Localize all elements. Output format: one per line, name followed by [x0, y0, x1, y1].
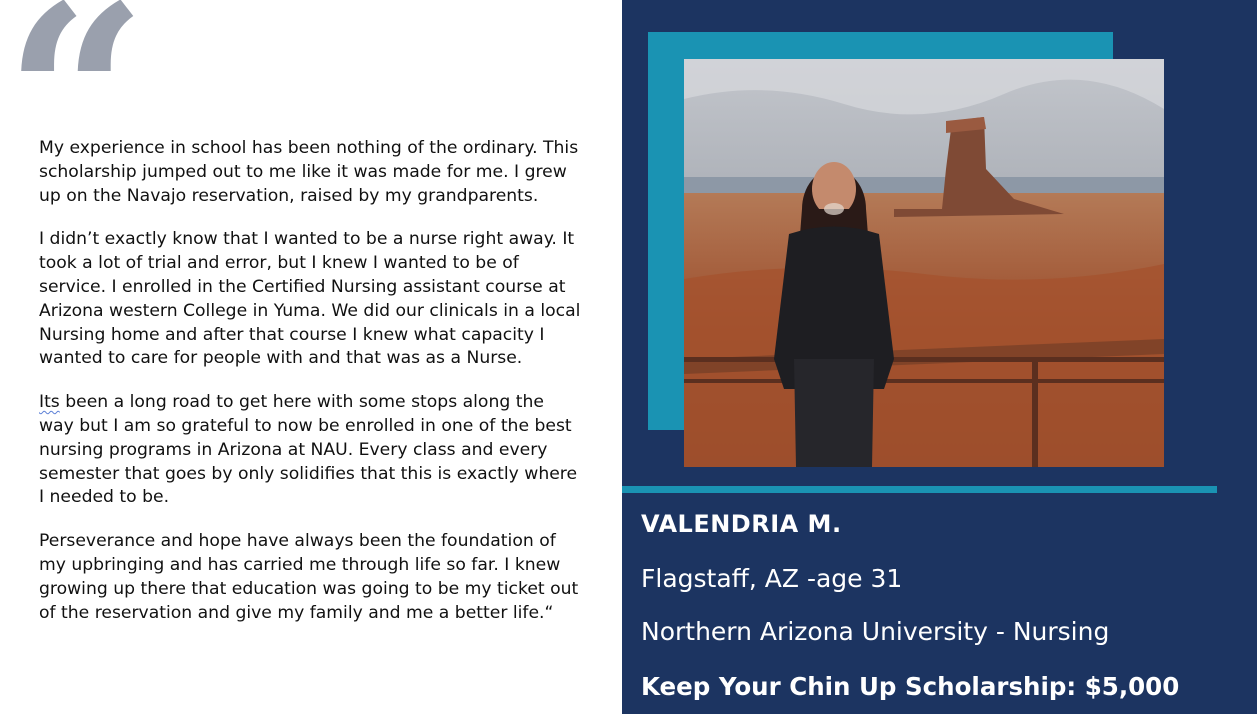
- testimonial-text: [39, 137, 584, 645]
- testimonial-paragraph-4: Perseverance and hope have always been the foundation of my upbringing and has carried me through life so far. I knew growing up there that education was going to be my ticket out of the reservation and give my family and me a better life.“: [39, 531, 579, 623]
- testimonial-paragraph-3-body: been a long road to get here with some stops along the way but I am so grateful to now be enrolled in one of the best nursing programs in Arizona at NAU. Every class and every semester that goes by only solidifies that this is exactly where I needed to be.: [39, 392, 578, 508]
- divider-bar: [622, 486, 1217, 493]
- photo-illustration: [684, 59, 1164, 467]
- profile-panel: [622, 0, 1257, 714]
- spellcheck-word: Its: [39, 392, 60, 413]
- testimonial-paragraph-3: [39, 391, 584, 510]
- quote-mark-icon: “: [4, 0, 126, 244]
- scholarship-award: Keep Your Chin Up Scholarship: $5,000: [641, 672, 1180, 701]
- quote-panel: [0, 0, 622, 714]
- student-location: Flagstaff, AZ -age 31: [641, 564, 903, 593]
- testimonial-paragraph-2: I didn’t exactly know that I wanted to be a nurse right away. It took a lot of trial and error, but I knew I wanted to be of service. I enrolled in the Certified Nursing assistant course at Arizona western College in Yuma. We did our clinicals in a local Nursing home and after that course I knew what capacity I wanted to care for people with and that was as a Nurse.: [39, 229, 581, 369]
- student-school: Northern Arizona University - Nursing: [641, 617, 1110, 646]
- student-name: VALENDRIA M.: [641, 510, 842, 538]
- profile-photo: [684, 59, 1164, 467]
- testimonial-paragraph-1: My experience in school has been nothing of the ordinary. This scholarship jumped out to me like it was made for me. I grew up on the Navajo reservation, raised by my grandparents.: [39, 138, 579, 206]
